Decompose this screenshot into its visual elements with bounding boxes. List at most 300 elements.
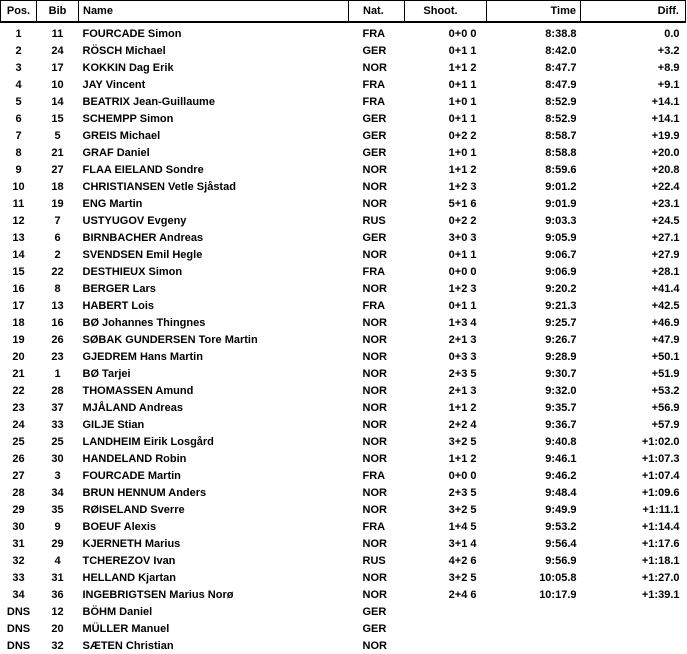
cell-diff: +14.1 <box>651 95 680 108</box>
table-row <box>1 433 686 450</box>
cell-time: 9:56.9 <box>545 554 577 567</box>
cell-pos: 9 <box>15 163 22 176</box>
table-row <box>1 382 686 399</box>
cell-nation: NOR <box>362 282 387 295</box>
header-pos: Pos. <box>1 1 37 23</box>
cell-diff: +27.9 <box>651 248 680 261</box>
cell-pos: 26 <box>12 452 25 465</box>
header-bib: Bib <box>37 1 79 23</box>
cell-nation: NOR <box>362 639 387 652</box>
cell-athlete-name: BRUN HENNUM Anders <box>82 486 207 499</box>
cell-pos: DNS <box>6 622 31 635</box>
cell-athlete-name: FLAA EIELAND Sondre <box>82 163 204 176</box>
cell-time: 8:47.9 <box>545 78 577 91</box>
cell-athlete-name: BOEUF Alexis <box>82 520 157 533</box>
cell-time: 9:05.9 <box>545 231 577 244</box>
cell-pos: 16 <box>12 282 25 295</box>
cell-nation: RUS <box>362 554 386 567</box>
cell-nation: RUS <box>362 214 386 227</box>
cell-nation: GER <box>362 622 387 635</box>
cell-diff <box>581 620 686 637</box>
cell-athlete-name: FOURCADE Martin <box>82 469 181 482</box>
cell-athlete-name: THOMASSEN Amund <box>82 384 194 397</box>
cell-pos: 14 <box>12 248 25 261</box>
cell-diff: +1:09.6 <box>641 486 680 499</box>
cell-athlete-name: SÆTEN Christian <box>82 639 174 652</box>
cell-nation: NOR <box>362 486 387 499</box>
cell-pos: 19 <box>12 333 25 346</box>
cell-nation: NOR <box>362 367 387 380</box>
table-row <box>1 212 686 229</box>
cell-bib: 12 <box>51 605 64 618</box>
cell-athlete-name: BØ Johannes Thingnes <box>82 316 206 329</box>
cell-nation: GER <box>362 146 387 159</box>
cell-nation: FRA <box>362 78 386 91</box>
cell-diff: +1:07.3 <box>641 452 680 465</box>
cell-time: 9:40.8 <box>545 435 577 448</box>
cell-diff: +14.1 <box>651 112 680 125</box>
cell-diff: +3.2 <box>657 44 680 57</box>
cell-shooting: 0+1 1 <box>448 78 477 91</box>
cell-bib: 36 <box>51 588 64 601</box>
cell-nation: FRA <box>362 95 386 108</box>
cell-athlete-name: LANDHEIM Eirik Losgård <box>82 435 214 448</box>
cell-pos: 29 <box>12 503 25 516</box>
cell-time <box>487 603 581 620</box>
cell-shooting: 2+3 5 <box>448 367 477 380</box>
cell-bib: 3 <box>54 469 61 482</box>
cell-diff: +50.1 <box>651 350 680 363</box>
cell-time: 9:26.7 <box>545 333 577 346</box>
cell-shooting: 1+1 2 <box>448 61 477 74</box>
cell-nation: FRA <box>362 27 386 40</box>
cell-pos: 12 <box>12 214 25 227</box>
cell-time: 9:21.3 <box>545 299 577 312</box>
cell-diff: +1:18.1 <box>641 554 680 567</box>
cell-bib: 17 <box>51 61 64 74</box>
cell-diff: +9.1 <box>657 78 680 91</box>
cell-shooting: 1+3 4 <box>448 316 477 329</box>
cell-nation: NOR <box>362 537 387 550</box>
cell-nation: NOR <box>362 401 387 414</box>
cell-time: 9:48.4 <box>545 486 577 499</box>
cell-diff: +22.4 <box>651 180 680 193</box>
cell-time: 9:35.7 <box>545 401 577 414</box>
cell-time: 9:01.2 <box>545 180 577 193</box>
cell-diff: +42.5 <box>651 299 680 312</box>
cell-pos: DNS <box>6 639 31 652</box>
cell-pos: 22 <box>12 384 25 397</box>
cell-pos: 15 <box>12 265 25 278</box>
cell-time <box>487 637 581 654</box>
cell-diff: +53.2 <box>651 384 680 397</box>
table-row <box>1 42 686 59</box>
cell-nation: NOR <box>362 350 387 363</box>
cell-nation: NOR <box>362 316 387 329</box>
cell-athlete-name: GILJE Stian <box>82 418 145 431</box>
cell-shooting: 1+1 2 <box>448 163 477 176</box>
cell-nation: NOR <box>362 333 387 346</box>
cell-athlete-name: RÖSCH Michael <box>82 44 166 57</box>
cell-diff: +28.1 <box>651 265 680 278</box>
table-row <box>1 365 686 382</box>
cell-athlete-name: BERGER Lars <box>82 282 156 295</box>
cell-shooting: 2+3 5 <box>448 486 477 499</box>
cell-bib: 26 <box>51 333 64 346</box>
cell-time: 9:49.9 <box>545 503 577 516</box>
table-row <box>1 127 686 144</box>
cell-time: 9:03.3 <box>545 214 577 227</box>
cell-diff: +1:27.0 <box>641 571 680 584</box>
cell-bib: 1 <box>54 367 61 380</box>
cell-athlete-name: MÜLLER Manuel <box>82 622 170 635</box>
table-row <box>1 637 686 654</box>
cell-time: 8:47.7 <box>545 61 577 74</box>
cell-bib: 33 <box>51 418 64 431</box>
cell-pos: 21 <box>12 367 25 380</box>
cell-athlete-name: TCHEREZOV Ivan <box>82 554 176 567</box>
cell-diff: +20.8 <box>651 163 680 176</box>
cell-time: 8:58.8 <box>545 146 577 159</box>
cell-nation: NOR <box>362 503 387 516</box>
cell-nation: NOR <box>362 435 387 448</box>
cell-pos: 30 <box>12 520 25 533</box>
table-row <box>1 195 686 212</box>
cell-bib: 23 <box>51 350 64 363</box>
cell-bib: 4 <box>54 554 61 567</box>
cell-time: 8:42.0 <box>545 44 577 57</box>
cell-bib: 27 <box>51 163 64 176</box>
cell-shooting: 3+0 3 <box>448 231 477 244</box>
cell-time: 9:56.4 <box>545 537 577 550</box>
cell-bib: 14 <box>51 95 64 108</box>
table-row <box>1 59 686 76</box>
cell-shooting: 0+0 0 <box>448 265 477 278</box>
cell-diff: +47.9 <box>651 333 680 346</box>
cell-diff: +1:07.4 <box>641 469 680 482</box>
cell-shooting: 1+1 2 <box>448 452 477 465</box>
table-row <box>1 161 686 178</box>
cell-bib: 34 <box>51 486 64 499</box>
table-row <box>1 263 686 280</box>
cell-shooting: 1+2 3 <box>448 180 477 193</box>
cell-time: 9:36.7 <box>545 418 577 431</box>
cell-diff <box>581 637 686 654</box>
cell-athlete-name: GREIS Michael <box>82 129 161 142</box>
cell-diff: +1:14.4 <box>641 520 680 533</box>
header-row <box>1 1 686 23</box>
cell-shooting: 4+2 6 <box>448 554 477 567</box>
results-body <box>1 22 686 654</box>
cell-pos: 24 <box>12 418 25 431</box>
table-row <box>1 450 686 467</box>
cell-athlete-name: KJERNETH Marius <box>82 537 181 550</box>
cell-pos: 13 <box>12 231 25 244</box>
table-row <box>1 603 686 620</box>
cell-athlete-name: BØ Tarjei <box>82 367 131 380</box>
cell-diff: +23.1 <box>651 197 680 210</box>
table-row <box>1 484 686 501</box>
cell-bib: 2 <box>54 248 61 261</box>
cell-athlete-name: USTYUGOV Evgeny <box>82 214 187 227</box>
cell-bib: 20 <box>51 622 64 635</box>
cell-bib: 15 <box>51 112 64 125</box>
cell-athlete-name: HELLAND Kjartan <box>82 571 177 584</box>
cell-pos: 10 <box>12 180 25 193</box>
cell-diff: +1:17.6 <box>641 537 680 550</box>
cell-time: 9:01.9 <box>545 197 577 210</box>
cell-time: 8:38.8 <box>545 27 577 40</box>
cell-nation: NOR <box>362 248 387 261</box>
cell-time: 9:46.1 <box>545 452 577 465</box>
cell-bib: 35 <box>51 503 64 516</box>
cell-shooting: 3+2 5 <box>448 435 477 448</box>
cell-pos: 25 <box>12 435 25 448</box>
cell-bib: 25 <box>51 435 64 448</box>
cell-diff: +57.9 <box>651 418 680 431</box>
cell-pos: DNS <box>6 605 31 618</box>
cell-diff <box>581 603 686 620</box>
cell-athlete-name: BIRNBACHER Andreas <box>82 231 204 244</box>
cell-diff: +1:39.1 <box>641 588 680 601</box>
cell-time: 9:46.2 <box>545 469 577 482</box>
table-row <box>1 76 686 93</box>
cell-athlete-name: BÖHM Daniel <box>82 605 153 618</box>
cell-pos: 32 <box>12 554 25 567</box>
cell-time: 8:52.9 <box>545 112 577 125</box>
cell-pos: 27 <box>12 469 25 482</box>
cell-pos: 6 <box>15 112 22 125</box>
cell-diff: +1:11.1 <box>642 503 680 516</box>
cell-diff: +27.1 <box>651 231 680 244</box>
cell-bib: 8 <box>54 282 61 295</box>
cell-bib: 21 <box>51 146 64 159</box>
cell-athlete-name: DESTHIEUX Simon <box>82 265 183 278</box>
cell-nation: FRA <box>362 469 386 482</box>
cell-bib: 29 <box>51 537 64 550</box>
cell-shooting: 0+1 1 <box>448 112 477 125</box>
cell-time: 9:06.9 <box>545 265 577 278</box>
cell-athlete-name: CHRISTIANSEN Vetle Sjåstad <box>82 180 236 193</box>
cell-nation: NOR <box>362 418 387 431</box>
cell-shooting: 0+3 3 <box>448 350 477 363</box>
cell-bib: 19 <box>51 197 64 210</box>
cell-athlete-name: RØISELAND Sverre <box>82 503 185 516</box>
cell-diff: +1:02.0 <box>641 435 680 448</box>
cell-nation: NOR <box>362 452 387 465</box>
cell-nation: NOR <box>362 384 387 397</box>
cell-athlete-name: INGEBRIGTSEN Marius Norø <box>82 588 234 601</box>
cell-pos: 2 <box>15 44 22 57</box>
cell-time: 9:25.7 <box>545 316 577 329</box>
cell-shooting: 0+1 1 <box>448 248 477 261</box>
cell-bib: 30 <box>51 452 64 465</box>
cell-bib: 11 <box>51 27 64 40</box>
cell-athlete-name: HANDELAND Robin <box>82 452 187 465</box>
cell-athlete-name: GRAF Daniel <box>82 146 150 159</box>
cell-pos: 18 <box>12 316 25 329</box>
cell-shooting: 3+2 5 <box>448 503 477 516</box>
cell-athlete-name: GJEDREM Hans Martin <box>82 350 203 363</box>
cell-pos: 23 <box>12 401 25 414</box>
cell-bib: 24 <box>51 44 64 57</box>
cell-time: 9:30.7 <box>545 367 577 380</box>
cell-nation: NOR <box>362 571 387 584</box>
cell-shooting: 0+1 1 <box>448 299 477 312</box>
cell-diff: +20.0 <box>651 146 680 159</box>
cell-bib: 37 <box>51 401 64 414</box>
cell-time: 8:52.9 <box>545 95 577 108</box>
table-row <box>1 399 686 416</box>
cell-bib: 13 <box>51 299 64 312</box>
cell-nation: GER <box>362 129 387 142</box>
cell-bib: 10 <box>51 78 64 91</box>
cell-time: 8:58.7 <box>545 129 577 142</box>
table-row <box>1 586 686 603</box>
header-shoot: Shoot. <box>405 1 487 23</box>
cell-diff: 0.0 <box>664 27 680 40</box>
cell-shooting: 0+0 0 <box>448 469 477 482</box>
cell-athlete-name: JAY Vincent <box>82 78 146 91</box>
cell-shooting: 2+4 6 <box>448 588 477 601</box>
cell-pos: 34 <box>12 588 25 601</box>
table-row <box>1 501 686 518</box>
table-row <box>1 246 686 263</box>
cell-pos: 28 <box>12 486 25 499</box>
cell-pos: 17 <box>12 299 25 312</box>
cell-shooting: 3+1 4 <box>448 537 477 550</box>
cell-bib: 6 <box>54 231 61 244</box>
cell-shooting <box>405 637 487 654</box>
cell-diff: +24.5 <box>651 214 680 227</box>
cell-shooting: 1+0 1 <box>448 95 477 108</box>
cell-athlete-name: SVENDSEN Emil Hegle <box>82 248 203 261</box>
header-diff: Diff. <box>581 1 686 23</box>
cell-athlete-name: ENG Martin <box>82 197 143 210</box>
cell-nation: NOR <box>362 61 387 74</box>
cell-shooting: 2+1 3 <box>448 333 477 346</box>
cell-pos: 7 <box>15 129 22 142</box>
cell-time: 9:53.2 <box>545 520 577 533</box>
table-row <box>1 467 686 484</box>
cell-bib: 18 <box>51 180 64 193</box>
table-row <box>1 569 686 586</box>
cell-nation: FRA <box>362 265 386 278</box>
table-row <box>1 110 686 127</box>
cell-bib: 16 <box>51 316 64 329</box>
cell-shooting: 3+2 5 <box>448 571 477 584</box>
table-row <box>1 22 686 42</box>
table-row <box>1 620 686 637</box>
table-row <box>1 280 686 297</box>
cell-pos: 1 <box>15 27 22 40</box>
cell-shooting: 0+2 2 <box>448 129 477 142</box>
table-row <box>1 178 686 195</box>
cell-shooting: 0+1 1 <box>448 44 477 57</box>
cell-pos: 20 <box>12 350 25 363</box>
cell-nation: NOR <box>362 180 387 193</box>
header-name: Name <box>79 1 349 23</box>
cell-bib: 28 <box>51 384 64 397</box>
cell-athlete-name: FOURCADE Simon <box>82 27 182 40</box>
cell-shooting: 5+1 6 <box>448 197 477 210</box>
cell-pos: 33 <box>12 571 25 584</box>
cell-diff: +56.9 <box>651 401 680 414</box>
cell-pos: 4 <box>15 78 22 91</box>
cell-diff: +51.9 <box>651 367 680 380</box>
cell-athlete-name: SØBAK GUNDERSEN Tore Martin <box>82 333 258 346</box>
cell-shooting: 1+1 2 <box>448 401 477 414</box>
cell-bib: 22 <box>51 265 64 278</box>
cell-time: 9:20.2 <box>545 282 577 295</box>
cell-athlete-name: KOKKIN Dag Erik <box>82 61 174 74</box>
table-row <box>1 552 686 569</box>
table-row <box>1 93 686 110</box>
cell-athlete-name: SCHEMPP Simon <box>82 112 174 125</box>
cell-bib: 5 <box>54 129 61 142</box>
cell-nation: GER <box>362 112 387 125</box>
cell-pos: 3 <box>15 61 22 74</box>
cell-nation: NOR <box>362 197 387 210</box>
cell-athlete-name: MJÅLAND Andreas <box>82 401 183 414</box>
cell-diff: +41.4 <box>651 282 680 295</box>
cell-pos: 8 <box>15 146 22 159</box>
cell-time: 9:28.9 <box>545 350 577 363</box>
cell-nation: FRA <box>362 299 386 312</box>
table-row <box>1 144 686 161</box>
cell-pos: 5 <box>15 95 22 108</box>
header-time: Time <box>487 1 581 23</box>
cell-diff: +8.9 <box>657 61 680 74</box>
cell-time: 9:06.7 <box>545 248 577 261</box>
cell-nation: NOR <box>362 163 387 176</box>
table-row <box>1 331 686 348</box>
cell-time: 10:05.8 <box>539 571 577 584</box>
cell-shooting: 0+0 0 <box>448 27 477 40</box>
cell-time: 10:17.9 <box>539 588 577 601</box>
cell-athlete-name: HABERT Lois <box>82 299 154 312</box>
table-row <box>1 229 686 246</box>
cell-shooting: 1+0 1 <box>448 146 477 159</box>
table-row <box>1 535 686 552</box>
cell-time: 8:59.6 <box>545 163 577 176</box>
cell-shooting <box>405 620 487 637</box>
cell-shooting: 1+2 3 <box>448 282 477 295</box>
cell-diff: +19.9 <box>651 129 680 142</box>
cell-pos: 11 <box>12 197 25 210</box>
cell-bib: 7 <box>54 214 61 227</box>
cell-nation: GER <box>362 605 387 618</box>
cell-shooting: 2+2 4 <box>448 418 477 431</box>
cell-time <box>487 620 581 637</box>
cell-bib: 31 <box>51 571 64 584</box>
cell-time: 9:32.0 <box>545 384 577 397</box>
table-row <box>1 416 686 433</box>
cell-nation: NOR <box>362 588 387 601</box>
cell-shooting: 0+2 2 <box>448 214 477 227</box>
table-row <box>1 518 686 535</box>
cell-shooting: 2+1 3 <box>448 384 477 397</box>
cell-bib: 32 <box>51 639 64 652</box>
table-row <box>1 348 686 365</box>
cell-nation: FRA <box>362 520 386 533</box>
table-row <box>1 314 686 331</box>
cell-bib: 9 <box>54 520 61 533</box>
header-nat: Nat. <box>349 1 405 23</box>
cell-pos: 31 <box>12 537 25 550</box>
cell-shooting: 1+4 5 <box>448 520 477 533</box>
cell-shooting <box>405 603 487 620</box>
